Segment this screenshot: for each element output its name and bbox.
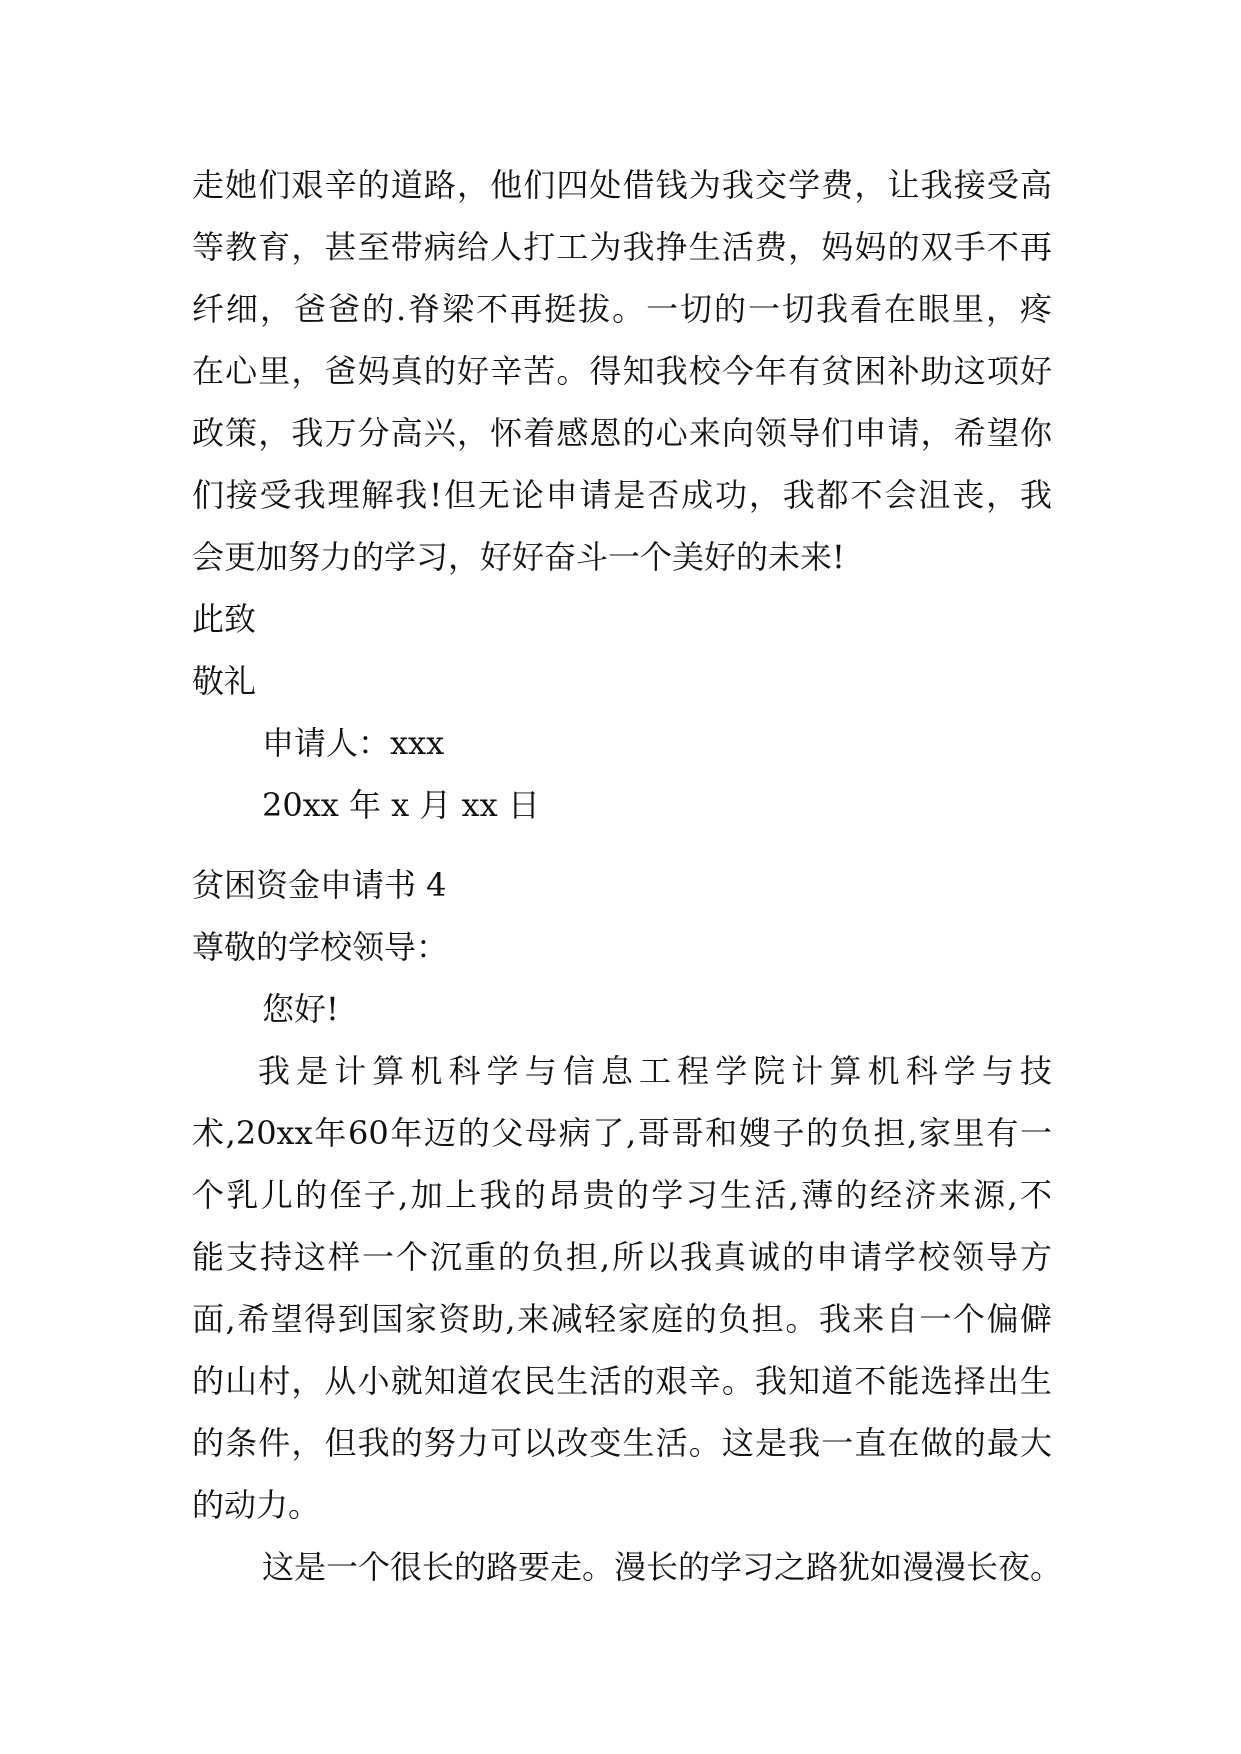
paragraph-line: 的山村，从小就知道农民生活的艰辛。我知道不能选择出生 xyxy=(192,1362,1052,1400)
paragraph-line: 在心里，爸妈真的好辛苦。得知我校今年有贫困补助这项好 xyxy=(192,352,1052,390)
letter-date: 20xx 年 x 月 xx 日 xyxy=(262,786,540,824)
paragraph-line: 这是一个很长的路要走。漫长的学习之路犹如漫漫长夜。 xyxy=(262,1548,1063,1586)
section-title: 贫困资金申请书 4 xyxy=(192,866,447,904)
paragraph-line: 的动力。 xyxy=(192,1486,321,1524)
paragraph-line: 术,20xx年60年迈的父母病了,哥哥和嫂子的负担,家里有一 xyxy=(192,1114,1052,1152)
paragraph-line: 会更加努力的学习，好好奋斗一个美好的未来! xyxy=(192,538,845,576)
closing-line: 此致 xyxy=(192,600,257,638)
paragraph-line: 走她们艰辛的道路，他们四处借钱为我交学费，让我接受高 xyxy=(192,166,1052,204)
paragraph-line: 的条件，但我的努力可以改变生活。这是我一直在做的最大 xyxy=(192,1424,1052,1462)
salutation: 尊敬的学校领导： xyxy=(192,928,449,966)
paragraph-line: 们接受我理解我!但无论申请是否成功，我都不会沮丧，我 xyxy=(192,476,1052,514)
paragraph-line: 能支持这样一个沉重的负担,所以我真诚的申请学校领导方 xyxy=(192,1238,1052,1276)
closing-line: 敬礼 xyxy=(192,662,257,700)
letter-ending-section xyxy=(192,154,1052,836)
paragraph-line: 我是计算机科学与信息工程学院计算机科学与技 xyxy=(258,1052,1052,1090)
greeting: 您好! xyxy=(262,990,339,1028)
paragraph-line: 政策，我万分高兴，怀着感恩的心来向领导们申请，希望你 xyxy=(192,414,1052,452)
applicant-signature: 申请人：xxx xyxy=(262,724,445,762)
paragraph-line: 个乳儿的侄子,加上我的昂贵的学习生活,薄的经济来源,不 xyxy=(192,1176,1052,1214)
letter-4-section xyxy=(192,854,1063,1598)
paragraph-line: 面,希望得到国家资助,来减轻家庭的负担。我来自一个偏僻 xyxy=(192,1300,1052,1338)
paragraph-line: 等教育，甚至带病给人打工为我挣生活费，妈妈的双手不再 xyxy=(192,228,1052,266)
paragraph-line: 纤细，爸爸的.脊梁不再挺拔。一切的一切我看在眼里，疼 xyxy=(192,290,1052,328)
